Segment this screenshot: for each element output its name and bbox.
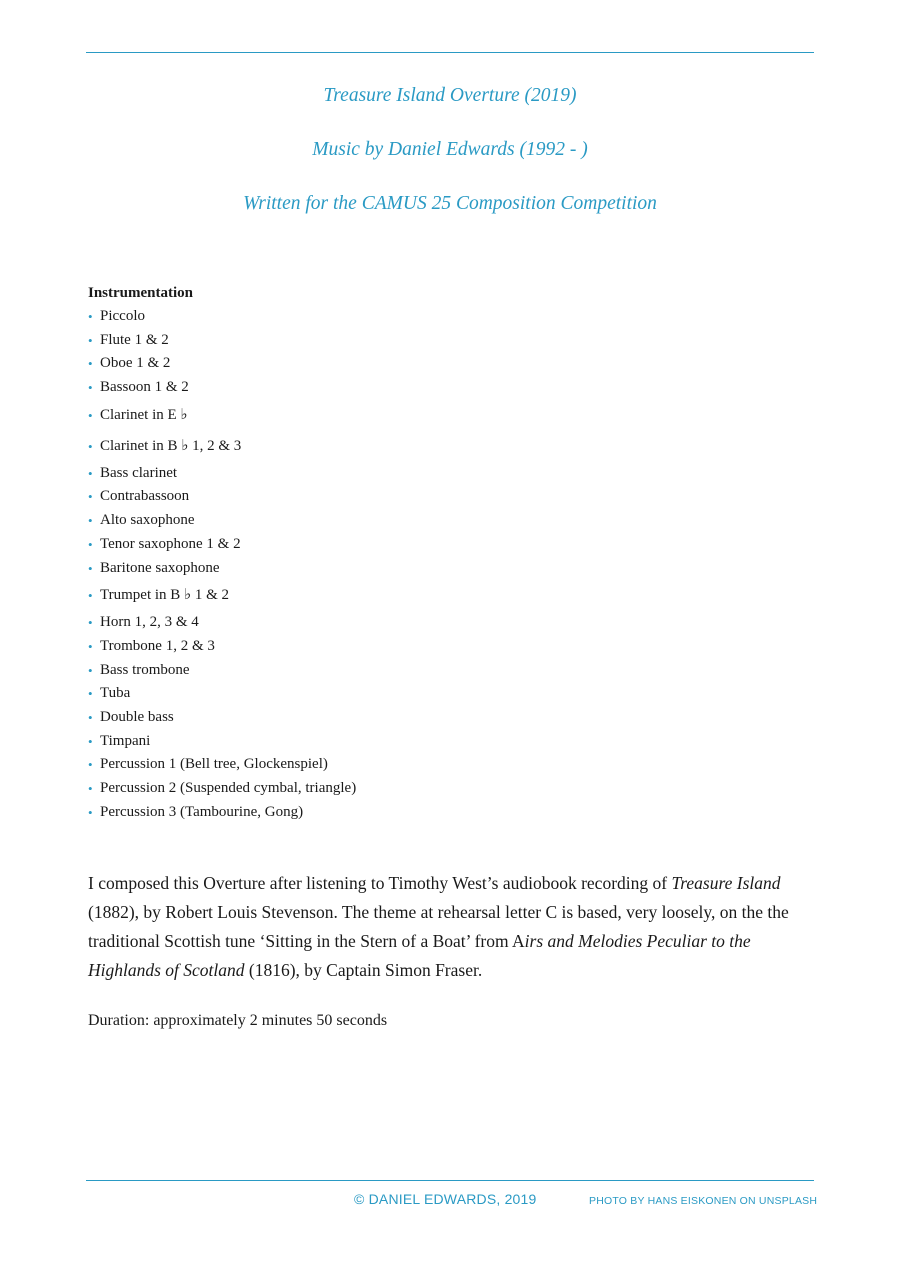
bullet-icon: • <box>88 733 93 749</box>
bullet-icon: • <box>88 686 93 702</box>
footer-rule <box>86 1180 814 1181</box>
instrument-item <box>88 611 788 635</box>
instrument-item <box>88 801 788 825</box>
program-note-text-1: I composed this Overture after listening to Timothy West’s audiobook recording of <box>88 873 672 893</box>
instrument-label: Bass trombone <box>100 661 190 678</box>
bullet-icon: • <box>88 804 93 820</box>
instrument-item <box>88 682 788 706</box>
instrument-label: Clarinet in E ♭ <box>100 406 188 423</box>
instrument-label: Clarinet in B ♭ 1, 2 & 3 <box>100 437 242 454</box>
instrument-item <box>88 400 788 431</box>
instrumentation-section <box>88 283 788 824</box>
instrument-label: Tuba <box>100 685 131 702</box>
instrument-label: Bassoon 1 & 2 <box>100 379 189 396</box>
duration-note: Duration: approximately 2 minutes 50 seconds <box>88 1012 388 1029</box>
instrument-item <box>88 730 788 754</box>
footer-photo-credit: PHOTO BY HANS EISKONEN ON UNSPLASH <box>589 1195 818 1207</box>
bullet-icon: • <box>88 332 93 348</box>
instrument-item <box>88 431 788 462</box>
header-rule <box>86 52 814 53</box>
bullet-icon: • <box>88 536 93 552</box>
program-note <box>88 869 818 985</box>
instrument-label: Double bass <box>100 708 174 725</box>
commission-note: Written for the CAMUS 25 Composition Competition <box>243 193 657 214</box>
instrument-label: Horn 1, 2, 3 & 4 <box>100 614 199 631</box>
composer-credit: Music by Daniel Edwards (1992 - ) <box>312 139 588 160</box>
footer-copyright: © DANIEL EDWARDS, 2019 <box>354 1191 537 1207</box>
instrument-item <box>88 580 788 611</box>
instrument-label: Trombone 1, 2 & 3 <box>100 637 215 654</box>
instrument-item <box>88 635 788 659</box>
program-note-text-2: (1882), by Robert Louis Stevenson. The theme at rehearsal letter C is based, very loosely, on the the traditional Scottish tune ‘Sitting in the Stern of a Boat’ from A <box>88 902 789 951</box>
bullet-icon: • <box>88 438 93 454</box>
instrument-label: Timpani <box>100 732 151 749</box>
instrument-label: Flute 1 & 2 <box>100 331 169 348</box>
instrument-item <box>88 352 788 376</box>
instrument-label: Bass clarinet <box>100 464 178 481</box>
instrument-label: Percussion 2 (Suspended cymbal, triangle) <box>100 780 357 796</box>
instrument-label: Piccolo <box>100 308 145 324</box>
instrument-label: Percussion 3 (Tambourine, Gong) <box>100 803 304 820</box>
bullet-icon: • <box>88 781 93 796</box>
title-block <box>0 78 900 240</box>
instrument-item <box>88 533 788 557</box>
program-note-text-3: (1816), by Captain Simon Fraser. <box>244 960 483 980</box>
bullet-icon: • <box>88 709 93 725</box>
instrument-item <box>88 659 788 683</box>
bullet-icon: • <box>88 489 93 505</box>
bullet-icon: • <box>88 309 93 324</box>
instrument-label: Contrabassoon <box>100 488 190 505</box>
bullet-icon: • <box>88 560 93 576</box>
instrumentation-list <box>88 305 788 824</box>
instrument-item <box>88 485 788 509</box>
bullet-icon: • <box>88 380 93 396</box>
piece-title: Treasure Island Overture (2019) <box>323 85 577 106</box>
instrument-item <box>88 706 788 730</box>
program-note-source-title: irs and Melodies Peculiar to the Highlands of Scotland <box>88 931 751 980</box>
instrument-label: Alto saxophone <box>100 512 195 529</box>
instrument-label: Baritone saxophone <box>100 559 220 576</box>
bullet-icon: • <box>88 588 93 604</box>
bullet-icon: • <box>88 407 93 423</box>
instrument-item <box>88 329 788 353</box>
bullet-icon: • <box>88 662 93 678</box>
instrument-item <box>88 557 788 581</box>
instrumentation-heading: Instrumentation <box>88 285 194 301</box>
instrument-item <box>88 753 788 777</box>
bullet-icon: • <box>88 356 93 372</box>
bullet-icon: • <box>88 638 93 654</box>
bullet-icon: • <box>88 465 93 481</box>
instrument-item <box>88 509 788 533</box>
instrument-label: Oboe 1 & 2 <box>100 355 171 372</box>
instrument-item <box>88 462 788 486</box>
instrument-label: Percussion 1 (Bell tree, Glockenspiel) <box>100 756 328 773</box>
program-note-book-title: Treasure Island <box>671 873 781 893</box>
instrument-item <box>88 305 788 329</box>
instrument-label: Trumpet in B ♭ 1 & 2 <box>100 587 230 604</box>
bullet-icon: • <box>88 757 93 773</box>
instrument-label: Tenor saxophone 1 & 2 <box>100 535 241 552</box>
instrument-item <box>88 777 788 801</box>
bullet-icon: • <box>88 513 93 529</box>
instrument-item <box>88 376 788 400</box>
bullet-icon: • <box>88 615 93 631</box>
